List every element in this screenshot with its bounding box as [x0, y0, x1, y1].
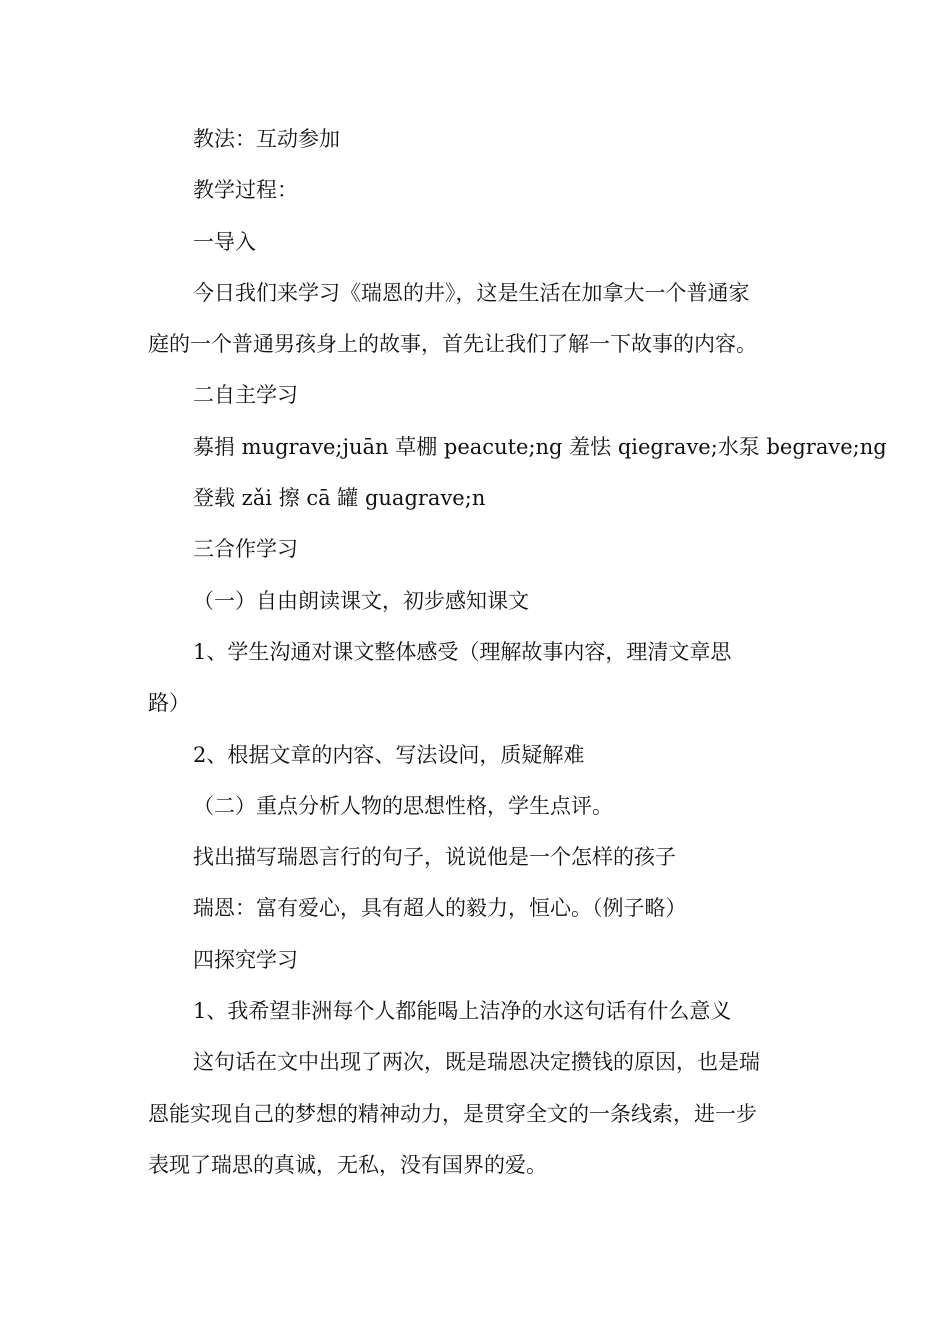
section-3-heading: 三合作学习 [193, 537, 298, 562]
section-2-heading: 二自主学习 [193, 383, 298, 408]
teaching-process-heading: 教学过程： [193, 178, 298, 203]
item-1-line-2: 路） [148, 691, 190, 716]
explanation-line-3: 表现了瑞思的真诚，无私，没有国界的爱。 [148, 1152, 547, 1177]
section-1-heading: 一导入 [193, 229, 256, 254]
teaching-method-line: 教法：互动参加 [193, 127, 340, 151]
explanation-line-2: 恩能实现自己的梦想的精神动力，是贯穿全文的一条线索，进一步 [148, 1101, 757, 1126]
subsection-2-heading: （二）重点分析人物的思想性格，学生点评。 [193, 793, 613, 818]
item-1-line-1: 1、学生沟通对课文整体感受（理解故事内容，理清文章思 [193, 639, 732, 664]
document-body [148, 114, 887, 1191]
intro-paragraph-line-1: 今日我们来学习《瑞恩的井》，这是生活在加拿大一个普通家 [193, 280, 750, 305]
item-2-line: 2、根据文章的内容、写法设问，质疑解难 [193, 742, 585, 767]
vocabulary-line-2: 登载 zǎi 擦 cā 罐 guagrave;n [193, 486, 486, 511]
intro-paragraph-line-2: 庭的一个普通男孩身上的故事，首先让我们了解一下故事的内容。 [148, 332, 757, 357]
instruction-line: 找出描写瑞恩言行的句子，说说他是一个怎样的孩子 [193, 845, 676, 870]
explanation-line-1: 这句话在文中出现了两次，既是瑞恩决定攒钱的原因，也是瑞 [193, 1050, 760, 1075]
section-4-heading: 四探究学习 [193, 947, 298, 972]
question-1-line: 1、我希望非洲每个人都能喝上洁净的水这句话有什么意义 [193, 999, 732, 1024]
answer-line: 瑞恩：富有爱心，具有超人的毅力，恒心。（例子略） [193, 896, 687, 921]
subsection-1-heading: （一）自由朗读课文，初步感知课文 [193, 588, 529, 613]
vocabulary-line-1: 募捐 mugrave;juān 草棚 peacute;ng 羞怯 qiegrave;水泵 begrave;ng [193, 434, 887, 459]
